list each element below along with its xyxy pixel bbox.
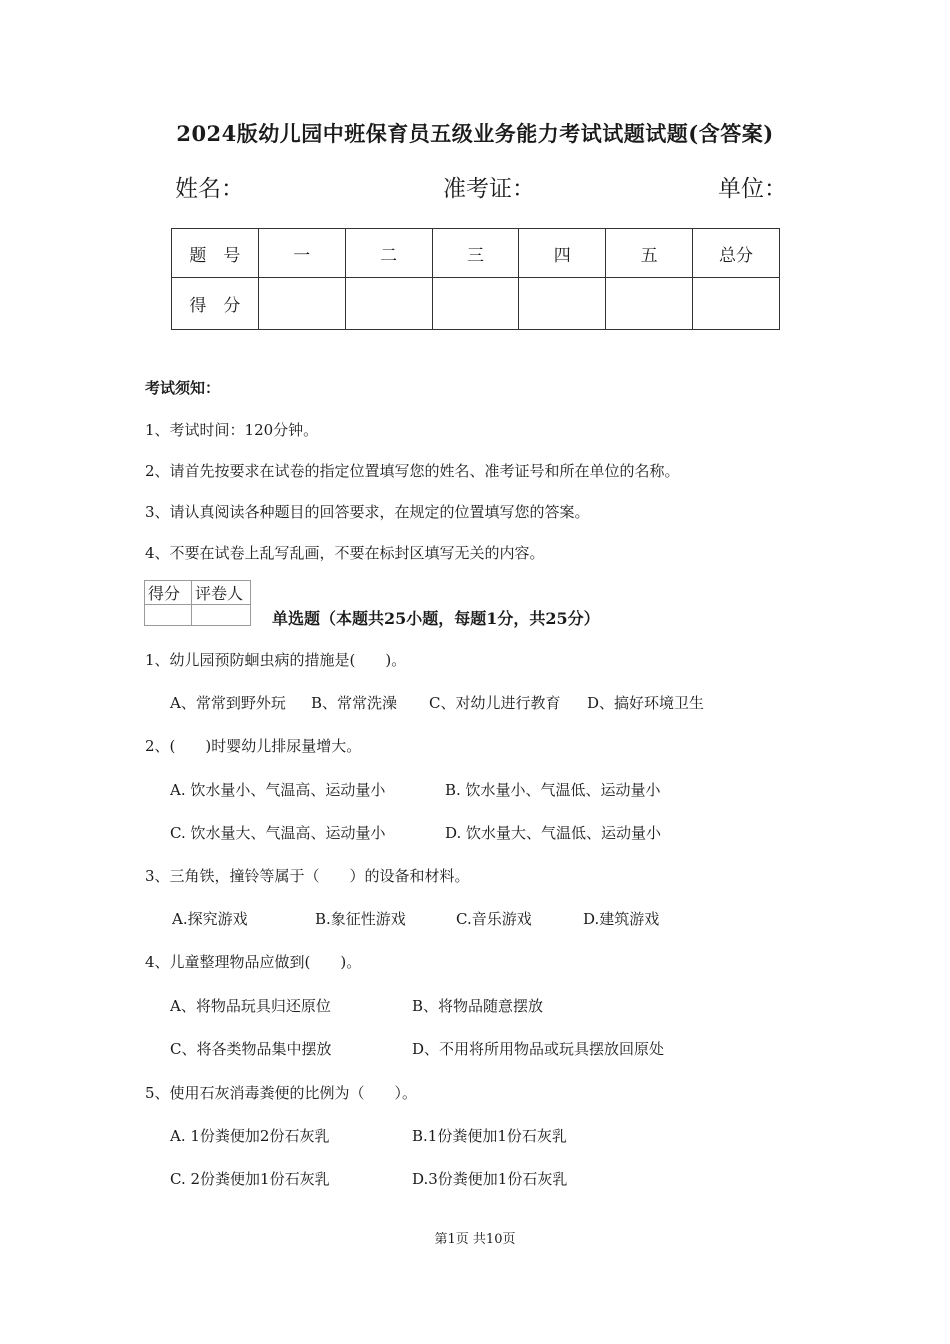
question-stem: 5、使用石灰消毒粪便的比例为（ ）。 [145,1084,418,1102]
notice-item: 4、不要在试卷上乱写乱画，不要在标封区填写无关的内容。 [145,544,545,562]
answer-option[interactable]: B.1份粪便加1份石灰乳 [412,1127,567,1145]
score-cell[interactable] [345,278,432,330]
question-stem: 1、幼儿园预防蛔虫病的措施是( )。 [145,651,407,669]
question-stem: 2、( )时婴幼儿排尿量增大。 [145,737,362,755]
score-cell[interactable] [432,278,519,330]
score-table-header-cell: 总分 [693,229,780,278]
score-table-header-cell: 二 [345,229,432,278]
answer-option[interactable]: A. 饮水量小、气温高、运动量小 [170,781,386,799]
grader-name-label: 评卷人 [192,581,251,605]
notice-heading: 考试须知： [145,379,221,397]
section-heading: 单选题（本题共25小题，每题1分，共25分） [272,609,600,628]
answer-option[interactable]: C、对幼儿进行教育 [429,694,561,712]
score-row-label: 得 分 [172,278,259,330]
answer-option[interactable]: B.象征性游戏 [315,910,406,928]
answer-option[interactable]: A、常常到野外玩 [170,694,286,712]
grader-score-label: 得分 [145,581,192,605]
answer-option[interactable]: D、不用将所用物品或玩具摆放回原处 [412,1040,665,1058]
answer-option[interactable]: D.3份粪便加1份石灰乳 [412,1170,568,1188]
answer-option[interactable]: B、常常洗澡 [311,694,398,712]
candidate-info-line [175,170,787,204]
score-table-header-row [172,229,780,278]
document-title: 2024版幼儿园中班保育员五级业务能力考试试题试题(含答案) [176,121,774,146]
score-cell[interactable] [606,278,693,330]
unit-label: 单位： [718,176,787,202]
score-table-header-cell: 三 [432,229,519,278]
score-table [171,228,780,330]
exam-id-label: 准考证： [443,176,535,202]
answer-option[interactable]: A.探究游戏 [172,910,248,928]
answer-option[interactable]: A、将物品玩具归还原位 [170,997,331,1015]
score-table-header-cell: 五 [606,229,693,278]
answer-option[interactable]: A. 1份粪便加2份石灰乳 [170,1127,330,1145]
score-table-score-row [172,278,780,330]
question-stem: 3、三角铁，撞铃等属于（ ）的设备和材料。 [145,867,470,885]
score-cell[interactable] [258,278,345,330]
grader-score-cell[interactable] [145,605,192,626]
grader-name-cell[interactable] [192,605,251,626]
notice-item: 1、考试时间：120分钟。 [145,421,319,439]
notice-item: 2、请首先按要求在试卷的指定位置填写您的姓名、准考证号和所在单位的名称。 [145,462,680,480]
answer-option[interactable]: D. 饮水量大、气温低、运动量小 [445,824,662,842]
answer-option[interactable]: C、将各类物品集中摆放 [170,1040,332,1058]
score-table-header-cell: 题 号 [172,229,259,278]
page-footer: 第1页 共10页 [434,1232,516,1247]
score-cell[interactable] [693,278,780,330]
grader-box [144,580,251,626]
answer-option[interactable]: B、将物品随意摆放 [412,997,544,1015]
answer-option[interactable]: B. 饮水量小、气温低、运动量小 [445,781,661,799]
name-label: 姓名： [175,176,244,202]
score-table-header-cell: 一 [258,229,345,278]
answer-option[interactable]: D.建筑游戏 [583,910,660,928]
score-cell[interactable] [519,278,606,330]
question-stem: 4、儿童整理物品应做到( )。 [145,953,362,971]
answer-option[interactable]: C. 2份粪便加1份石灰乳 [170,1170,330,1188]
notice-item: 3、请认真阅读各种题目的回答要求，在规定的位置填写您的答案。 [145,503,590,521]
answer-option[interactable]: D、搞好环境卫生 [587,694,705,712]
score-table-header-cell: 四 [519,229,606,278]
answer-option[interactable]: C. 饮水量大、气温高、运动量小 [170,824,386,842]
answer-option[interactable]: C.音乐游戏 [456,910,532,928]
